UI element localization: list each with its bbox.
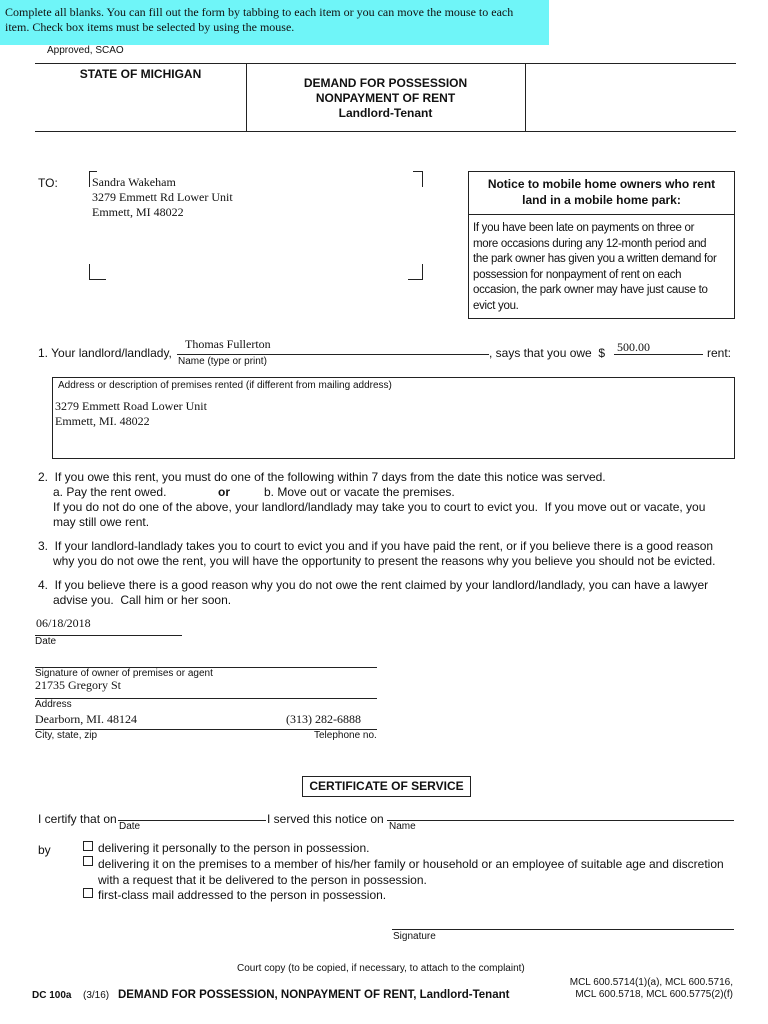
header-bottom-rule [35, 131, 736, 132]
option-text: delivering it on the premises to a member of his/her family or household or an employee of suitable age and discretion [98, 857, 724, 871]
certificate-signature-line[interactable] [392, 929, 734, 930]
item2-or: or [218, 485, 230, 499]
item3-line: 3. If your landlord-landlady takes you to court to evict you and if you have paid the rent, or if you believe there is a good reason [38, 539, 714, 553]
state-label: STATE OF MICHIGAN [79, 67, 202, 81]
item2-line: 2. If you owe this rent, you must do one of the following within 7 days from the date this notice was served. [38, 470, 606, 484]
approved-label: Approved, SCAO [47, 45, 124, 56]
premises-line: Emmett, MI. 48022 [55, 414, 150, 428]
form-title-line: NONPAYMENT OF RENT [315, 91, 456, 105]
premises-value [55, 399, 207, 429]
address-field[interactable]: 21735 Gregory St [35, 678, 121, 692]
address-bracket-bl [89, 264, 106, 280]
address-bracket-br [408, 264, 423, 280]
item2-option-a: a. Pay the rent owed. [53, 485, 167, 499]
instruction-banner [0, 0, 549, 45]
service-date-caption: Date [119, 821, 141, 832]
date-field[interactable]: 06/18/2018 [36, 616, 91, 630]
option-text: with a request that it be delivered to the person in possession. [98, 873, 427, 887]
personal-delivery-checkbox[interactable] [83, 841, 93, 851]
premises-delivery-checkbox[interactable] [83, 856, 93, 866]
notice-body [473, 221, 717, 314]
city-field[interactable]: Dearborn, MI. 48124 [35, 712, 137, 726]
instruction-line: item. Check box items must be selected by using the mouse. [5, 20, 295, 34]
premises-caption: Address or description of premises rented (if different from mailing address) [58, 380, 392, 391]
says-owe-text: , says that you owe $ [489, 346, 606, 360]
certificate-signature-caption: Signature [393, 931, 436, 942]
header-divider [525, 63, 526, 131]
service-date-line[interactable] [118, 820, 266, 821]
form-revision: (3/16) [83, 990, 110, 1001]
by-label: by [38, 843, 51, 857]
notice-title-line: land in a mobile home park: [522, 193, 681, 207]
landlord-name-field[interactable]: Thomas Fullerton [185, 337, 271, 351]
option-text: delivering it personally to the person in possession. [98, 841, 370, 855]
form-title-line: Landlord-Tenant [338, 106, 433, 120]
name-caption: Name (type or print) [178, 356, 267, 367]
amount-field[interactable]: 500.00 [617, 340, 650, 354]
to-label: TO: [38, 176, 58, 190]
landlord-name-line [177, 354, 489, 355]
mcl-reference [565, 977, 733, 1001]
mobile-home-notice [468, 171, 735, 319]
certificate-title: CERTIFICATE OF SERVICE [302, 776, 471, 797]
court-copy-note: Court copy (to be copied, if necessary, to attach to the complaint) [237, 963, 525, 974]
date-caption: Date [35, 636, 57, 647]
notice-line: If you have been late on payments on three or [473, 222, 695, 234]
item4-line: advise you. Call him or her soon. [53, 593, 232, 607]
mail-delivery-checkbox[interactable] [83, 888, 93, 898]
phone-field[interactable]: (313) 282-6888 [286, 712, 361, 726]
item1-prefix: 1. Your landlord/landlady, [38, 346, 172, 360]
notice-line: possession for nonpayment of rent on each [473, 268, 682, 281]
amount-line [614, 354, 703, 355]
item4-line: 4. If you believe there is a good reason why you do not owe the rent claimed by your landlord/landlady, you can have a lawyer [38, 578, 709, 592]
form-id: DC 100a [32, 990, 72, 1001]
address-bracket-tr [413, 171, 423, 187]
served-name-line[interactable] [387, 820, 734, 821]
mcl-line: MCL 600.5714(1)(a), MCL 600.5716, [569, 977, 733, 988]
premises-line: 3279 Emmett Road Lower Unit [55, 399, 207, 413]
header-top-rule [35, 63, 736, 64]
notice-line: evict you. [473, 299, 519, 312]
recipient-city: Emmett, MI 48022 [92, 205, 184, 219]
served-name-caption: Name [389, 821, 416, 832]
city-caption: City, state, zip [35, 730, 98, 741]
served-text: I served this notice on [267, 812, 384, 826]
notice-line: more occasions during any 12-month period and [473, 237, 707, 250]
rent-label: rent: [707, 346, 732, 360]
premises-box[interactable] [52, 377, 735, 459]
recipient-street: 3279 Emmett Rd Lower Unit [92, 190, 233, 204]
notice-line: the park owner has given you a written demand for [473, 253, 717, 265]
recipient-address-field[interactable] [92, 175, 233, 220]
address-line [35, 698, 377, 699]
address-caption: Address [35, 699, 72, 710]
recipient-name: Sandra Wakeham [92, 175, 176, 189]
phone-caption: Telephone no. [314, 730, 377, 741]
option-text: first-class mail addressed to the person in possession. [98, 888, 387, 902]
signature-caption: Signature of owner of premises or agent [35, 668, 213, 679]
footer-form-title: DEMAND FOR POSSESSION, NONPAYMENT OF RENT, Landlord-Tenant [118, 989, 510, 1001]
notice-title-line: Notice to mobile home owners who rent [487, 177, 716, 191]
item2-line: may still owe rent. [53, 515, 150, 529]
instruction-line: Complete all blanks. You can fill out the form by tabbing to each item or you can move the mouse to each [5, 5, 514, 19]
mcl-line: MCL 600.5718, MCL 600.5775(2)(f) [575, 989, 733, 1000]
notice-line: occasion, the park owner may have just cause to [473, 284, 708, 296]
form-title-line: DEMAND FOR POSSESSION [303, 76, 468, 90]
item2-line: If you do not do one of the above, your landlord/landlady may take you to court to evict you. If you move out or vacate, you [53, 500, 706, 514]
notice-rule [469, 214, 734, 215]
certify-text: I certify that on [38, 812, 117, 826]
date-line [35, 635, 182, 636]
item3-line: why you do not owe the rent, you will have the opportunity to present the reasons why you believe you should not be evicted. [53, 554, 716, 568]
form-title [246, 76, 525, 121]
notice-title [469, 176, 734, 208]
item2-option-b: b. Move out or vacate the premises. [264, 485, 455, 499]
